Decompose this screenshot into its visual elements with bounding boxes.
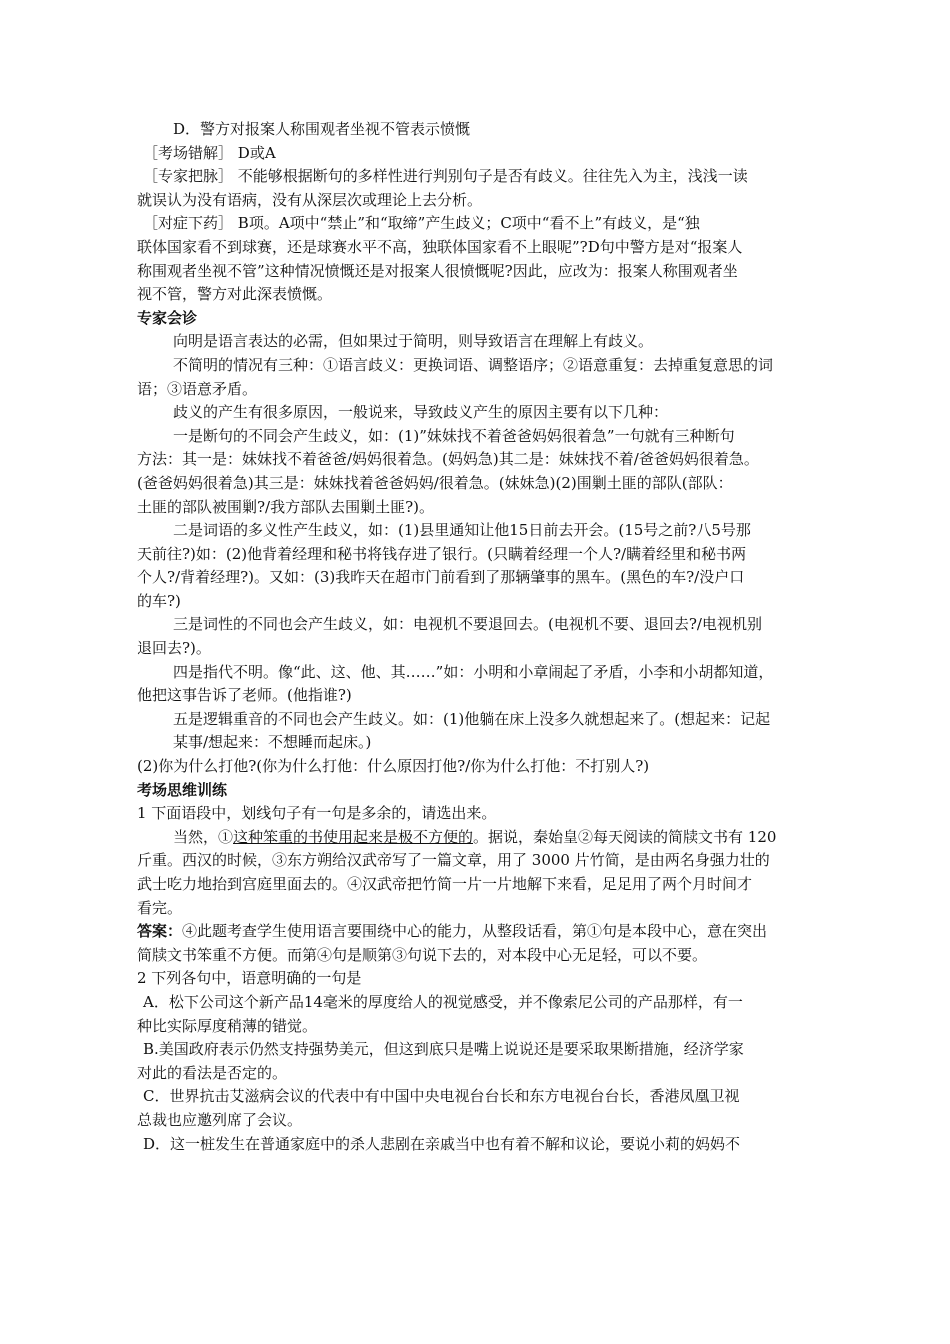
answer-line-1	[137, 920, 817, 944]
mistake-line	[137, 142, 817, 166]
q2-option-c-l1: C．世界抗击艾滋病会议的代表中有中国中央电视台台长和东方电视台台长，香港凤凰卫视	[143, 1087, 740, 1106]
consult-p6-l2: 退回去?)。	[137, 639, 211, 658]
q2-option-c-l2: 总裁也应邀列席了会议。	[137, 1110, 303, 1129]
q1-passage-post: 。据说，秦始皇②每天阅读的简牍文书有 120	[473, 827, 777, 846]
q2-option-a-l1: A．松下公司这个新产品14毫米的厚度给人的视觉感受，并不像索尼公司的产品那样，有一	[143, 992, 743, 1011]
consult-p2-l2: 语；③语意矛盾。	[137, 379, 258, 398]
remedy-line-3: 称围观者坐视不管”这种情况愤慨还是对报案人很愤慨呢?因此，应改为：报案人称围观者坐	[137, 261, 738, 280]
consult-p5-l3: 个人?/背着经理?)。又如：(3)我昨天在超市门前看到了那辆肇事的黑车。(黑色的车?/没户口	[137, 568, 745, 587]
consult-p3: 歧义的产生有很多原因，一般说来，导致歧义产生的原因主要有以下几种：	[173, 403, 669, 422]
q2-option-a-l2: 种比实际厚度稍薄的错觉。	[137, 1016, 318, 1035]
q1-passage-pre: 当然，①	[173, 827, 234, 846]
answer-text-1: ④此题考查学生使用语言要围绕中心的能力，从整段话看，第①句是本段中心，意在突出	[182, 922, 768, 941]
consult-p4-l3: (爸爸妈妈很着急)其三是：妹妹找着爸爸妈妈/很着急。(妹妹急)(2)围剿土匪的部队(部队：	[137, 473, 733, 492]
remedy-text-1: B项。A项中“禁止”和“取缔”产生歧义；C项中“看不上”有歧义，是“独	[237, 214, 700, 233]
mistake-label: ［考场错解］	[143, 143, 234, 162]
section-heading-training: 考场思维训练	[137, 780, 228, 799]
consult-p4-l1: 一是断句的不同会产生歧义，如：(1)”妹妹找不着爸爸妈妈很着急”一句就有三种断句	[173, 426, 735, 445]
consult-p8-l3: (2)你为什么打他?(你为什么打他：什么原因打他?/你为什么打他：不打别人?)	[137, 757, 650, 776]
remedy-label: ［对症下药］	[143, 214, 234, 233]
mistake-text: D或A	[237, 143, 276, 162]
expert-text-1: 不能够根据断句的多样性进行判别句子是否有歧义。往往先入为主，浅浅一读	[237, 167, 748, 186]
remedy-line-1	[137, 212, 817, 236]
q2-option-b-l1: B.美国政府表示仍然支持强势美元，但这到底只是嘴上说说还是要采取果断措施，经济学家	[143, 1040, 744, 1059]
consult-p5-l2: 天前往?)如：(2)他背着经理和秘书将钱存进了银行。(只瞒着经理一个人?/瞒着经里和秘书两	[137, 544, 747, 563]
consult-p7-l2: 他把这事告诉了老师。(他指谁?)	[137, 686, 352, 705]
remedy-line-4: 视不管，警方对此深表愤慨。	[137, 285, 333, 304]
answer-label: 答案：	[137, 922, 183, 941]
consult-p5-l4: 的车?)	[137, 591, 181, 610]
q1-passage-l1	[137, 826, 817, 850]
consult-p7-l1: 四是指代不明。像“此、这、他、其……”如：小明和小章闹起了矛盾，小李和小胡都知道，	[173, 662, 774, 681]
q1-passage-l3: 武士吃力地抬到宫庭里面去的。④汉武帝把竹简一片一片地解下来看，足足用了两个月时间才	[137, 875, 753, 893]
expert-line-2: 就误认为没有语病，没有从深层次或理论上去分析。	[137, 190, 483, 209]
remedy-line-2: 联体国家看不到球赛，还是球赛水平不高，独联体国家看不上眼呢”?D句中警方是对“报案人	[137, 237, 743, 256]
q1-passage-l4: 看完。	[137, 898, 183, 917]
section-heading-consult: 专家会诊	[137, 308, 198, 327]
q2-option-d-l1: D．这一桩发生在普通家庭中的杀人悲剧在亲戚当中也有着不解和议论，要说小莉的妈妈不	[143, 1134, 741, 1153]
consult-p8-l1: 五是逻辑重音的不同也会产生歧义。如：(1)他躺在床上没多久就想起来了。(想起来：记起	[173, 709, 771, 728]
q1-underlined-sentence: 这种笨重的书使用起来是极不方便的	[233, 827, 474, 846]
q1-stem: 1 下面语段中，划线句子有一句是多余的，请选出来。	[137, 804, 497, 823]
consult-p1: 向明是语言表达的必需，但如果过于简明，则导致语言在理解上有歧义。	[173, 332, 654, 351]
expert-line-1	[137, 165, 817, 189]
q2-option-b-l2: 对此的看法是否定的。	[137, 1063, 288, 1082]
consult-p2-l1: 不简明的情况有三种：①语言歧义：更换词语、调整语序；②语意重复：去掉重复意思的词	[173, 355, 774, 374]
consult-p4-l4: 土匪的部队被围剿?/我方部队去围剿土匪?)。	[137, 497, 434, 516]
option-d: D．警方对报案人称围观者坐视不管表示愤慨	[173, 120, 471, 138]
consult-p8-l2: 某事/想起来：不想睡而起床。)	[173, 733, 372, 752]
answer-line-2: 简牍文书笨重不方便。而第④句是顺第③句说下去的，对本段中心无足轻，可以不要。	[137, 945, 708, 964]
document-page	[137, 118, 817, 1156]
q2-stem: 2 下列各句中，语意明确的一句是	[137, 969, 362, 988]
consult-p5-l1: 二是词语的多义性产生歧义，如：(1)县里通知让他15日前去开会。(15号之前?八5号那	[173, 521, 751, 540]
expert-label: ［专家把脉］	[143, 167, 234, 186]
consult-p6-l1: 三是词性的不同也会产生歧义，如：电视机不要退回去。(电视机不要、退回去?/电视机别	[173, 615, 762, 634]
q1-passage-l2: 斤重。西汉的时候，③东方朔给汉武帝写了一篇文章，用了 3000 片竹简，是由两名身强力壮的	[137, 851, 770, 870]
consult-p4-l2: 方法：其一是：妹妹找不着爸爸/妈妈很着急。(妈妈急)其二是：妹妹找不着/爸爸妈妈很着急。	[137, 450, 759, 469]
